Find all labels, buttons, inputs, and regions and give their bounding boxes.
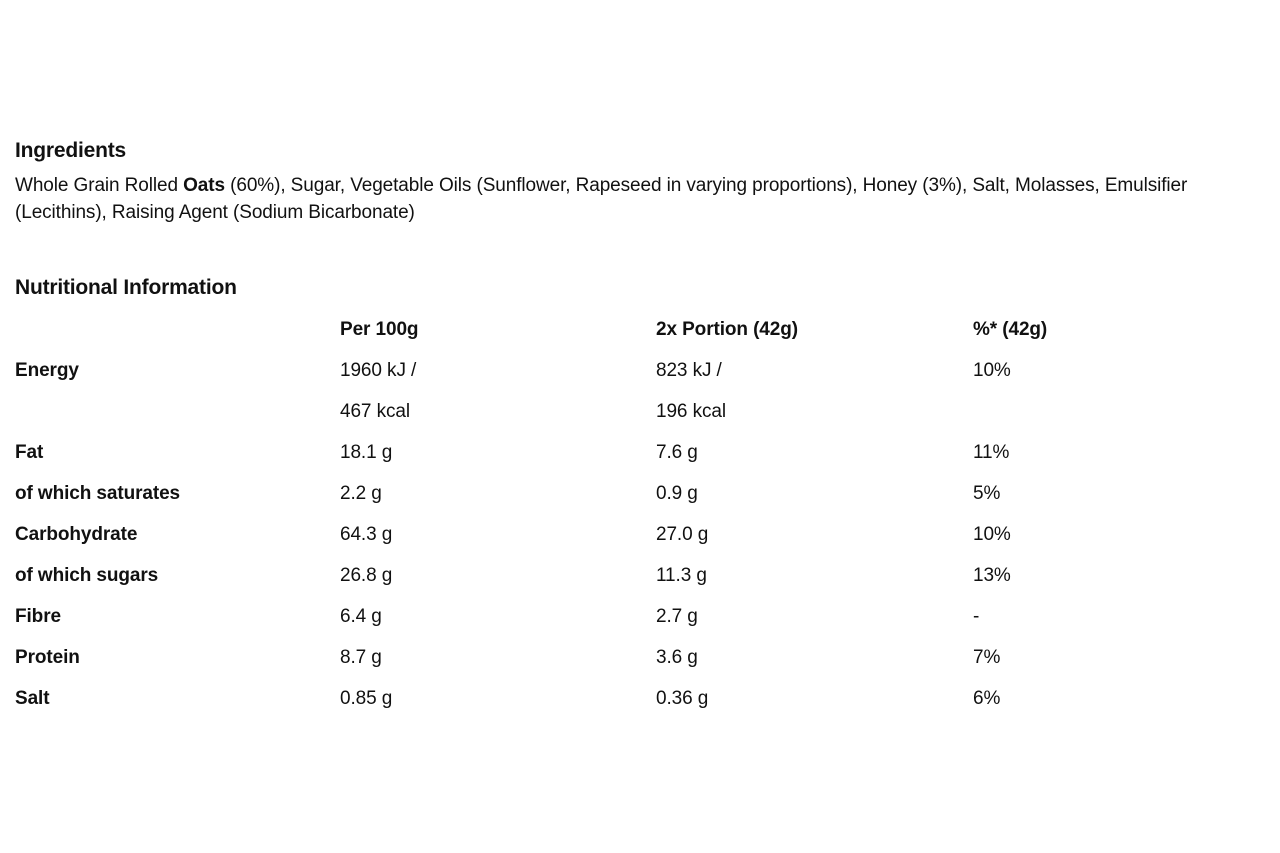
column-header-per-100g: Per 100g (340, 318, 419, 340)
per-100g-value: 467 kcal (340, 400, 410, 422)
per-100g-value: 26.8 g (340, 564, 393, 586)
portion-value: 3.6 g (656, 646, 698, 668)
table-row (15, 555, 1173, 596)
nutrition-table (15, 309, 1173, 719)
ingredients-text-rest: (60%), Sugar, Vegetable Oils (Sunflower, Rapeseed in varying proportions), Honey (3%), Salt, Molasses, Emulsifier (Lecithins), Raising Agent (Sodium Bicarbonate) (15, 175, 1188, 223)
nutrient-label: Fat (15, 441, 44, 463)
column-header-nutrient (15, 309, 340, 350)
per-100g-value: 0.85 g (340, 687, 393, 709)
portion-value: 823 kJ / (656, 359, 722, 381)
column-header-portion: 2x Portion (42g) (656, 318, 798, 340)
portion-value: 0.36 g (656, 687, 709, 709)
ingredients-text-start: Whole Grain Rolled (15, 175, 184, 196)
per-100g-value: 1960 kJ / (340, 359, 417, 381)
percent-value: - (973, 605, 980, 627)
nutrient-label (15, 391, 340, 432)
table-row (15, 350, 1173, 391)
nutrient-label: Salt (15, 687, 50, 709)
per-100g-value: 18.1 g (340, 441, 393, 463)
nutrition-header-row (15, 309, 1173, 350)
percent-value: 11% (973, 441, 1010, 463)
portion-value: 196 kcal (656, 400, 726, 422)
ingredients-text (15, 172, 1265, 226)
nutrient-label: of which saturates (15, 482, 181, 504)
nutrient-label: Protein (15, 646, 80, 668)
table-row (15, 391, 1173, 432)
portion-value: 27.0 g (656, 523, 709, 545)
table-row (15, 432, 1173, 473)
table-row (15, 678, 1173, 719)
table-row (15, 596, 1173, 637)
percent-value (973, 391, 1173, 432)
per-100g-value: 64.3 g (340, 523, 393, 545)
nutrient-label: Energy (15, 359, 79, 381)
table-row (15, 637, 1173, 678)
portion-value: 2.7 g (656, 605, 698, 627)
ingredients-heading: Ingredients (15, 139, 126, 162)
per-100g-value: 2.2 g (340, 482, 382, 504)
table-row (15, 473, 1173, 514)
portion-value: 0.9 g (656, 482, 698, 504)
percent-value: 5% (973, 482, 1001, 504)
percent-value: 13% (973, 564, 1011, 586)
table-row (15, 514, 1173, 555)
ingredients-highlight: Oats (183, 175, 225, 196)
nutrient-label: of which sugars (15, 564, 159, 586)
nutrient-label: Fibre (15, 605, 61, 627)
portion-value: 7.6 g (656, 441, 698, 463)
percent-value: 7% (973, 646, 1001, 668)
column-header-percent: %* (42g) (973, 318, 1048, 340)
nutrient-label: Carbohydrate (15, 523, 138, 545)
per-100g-value: 6.4 g (340, 605, 382, 627)
percent-value: 10% (973, 359, 1011, 381)
per-100g-value: 8.7 g (340, 646, 382, 668)
percent-value: 6% (973, 687, 1001, 709)
portion-value: 11.3 g (656, 564, 707, 586)
percent-value: 10% (973, 523, 1011, 545)
nutrition-rows (15, 350, 1173, 719)
nutrition-heading: Nutritional Information (15, 276, 237, 299)
